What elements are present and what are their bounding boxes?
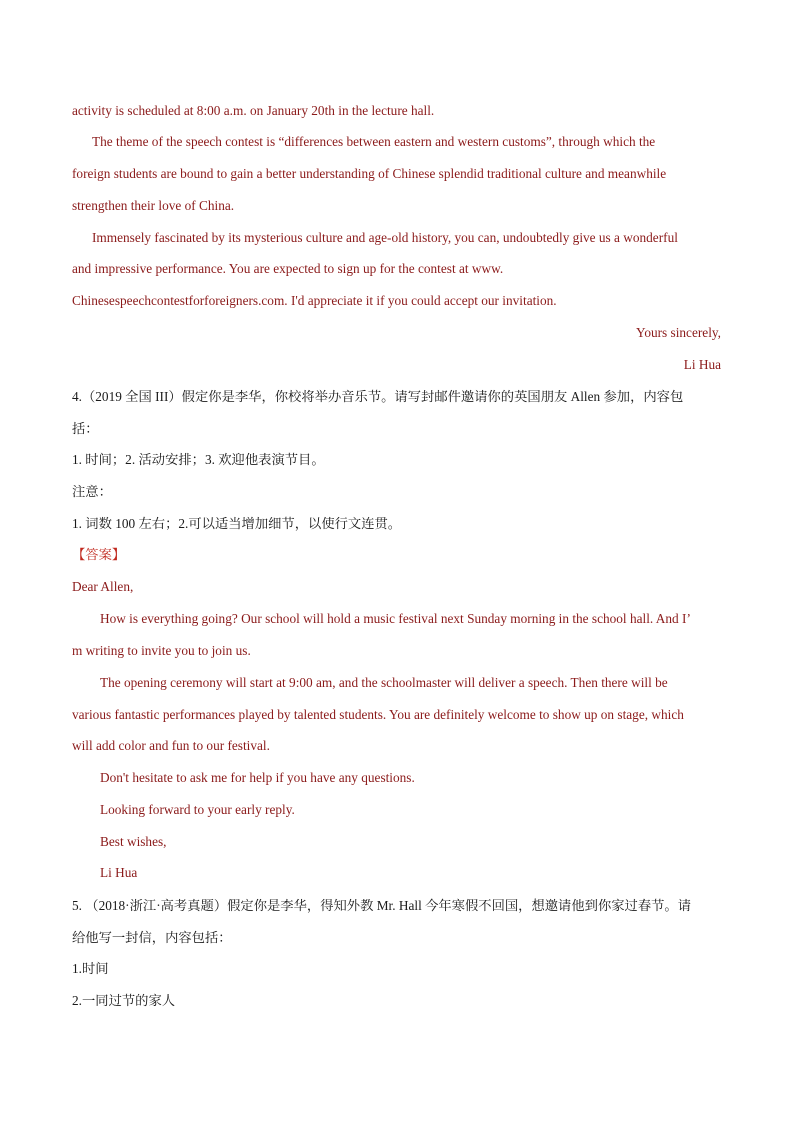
- question-4-note-label: 注意：: [72, 484, 112, 499]
- answer-text-line: Chinesespeechcontestforforeigners.com. I'd appreciate it if you could accept our invitation.: [72, 293, 557, 308]
- answer-text-line: strengthen their love of China.: [72, 198, 235, 213]
- letter-signature: Li Hua: [100, 865, 138, 880]
- question-5-prompt: 5. （2018·浙江·高考真题）假定你是李华，得知外教 Mr. Hall 今年寒假不回国，想邀请他到你家过春节。请: [72, 898, 692, 913]
- letter-closing: Yours sincerely,: [636, 325, 721, 340]
- answer-label: 【答案】: [72, 547, 126, 562]
- answer-text-line: will add color and fun to our festival.: [72, 738, 270, 753]
- question-5-prompt: 给他写一封信，内容包括：: [72, 930, 232, 945]
- answer-text-line: activity is scheduled at 8:00 a.m. on January 20th in the lecture hall.: [72, 103, 435, 118]
- answer-text-line: and impressive performance. You are expected to sign up for the contest at www.: [72, 261, 504, 276]
- question-5-item: 2.一同过节的家人: [72, 993, 176, 1008]
- question-4-requirements: 1. 时间；2. 活动安排；3. 欢迎他表演节目。: [72, 452, 325, 467]
- question-4-prompt: 括：: [72, 421, 99, 436]
- letter-closing: Best wishes,: [100, 834, 167, 849]
- answer-text-line: The opening ceremony will start at 9:00 am, and the schoolmaster will deliver a speech. Then there will be: [100, 675, 668, 690]
- answer-text-line: Immensely fascinated by its mysterious culture and age-old history, you can, undoubtedly give us a wonderful: [92, 230, 678, 245]
- question-5-item: 1.时间: [72, 961, 109, 976]
- answer-text-line: foreign students are bound to gain a better understanding of Chinese splendid traditional culture and meanwhile: [72, 166, 667, 181]
- answer-text-line: m writing to invite you to join us.: [72, 643, 251, 658]
- answer-text-line: How is everything going? Our school will hold a music festival next Sunday morning in the school hall. And I’: [100, 611, 691, 626]
- answer-text-line: Looking forward to your early reply.: [100, 802, 295, 817]
- letter-signature: Li Hua: [683, 357, 721, 372]
- answer-text-line: The theme of the speech contest is “differences between eastern and western customs”, through which the: [92, 134, 656, 149]
- question-4-prompt: 4.（2019 全国 III）假定你是李华，你校将举办音乐节。请写封邮件邀请你的英国朋友 Allen 参加，内容包: [72, 389, 684, 404]
- letter-greeting: Dear Allen,: [72, 579, 134, 594]
- answer-text-line: Don't hesitate to ask me for help if you have any questions.: [100, 770, 415, 785]
- question-4-note: 1. 词数 100 左右；2.可以适当增加细节，以使行文连贯。: [72, 516, 402, 531]
- answer-text-line: various fantastic performances played by talented students. You are definitely welcome to show up on stage, which: [72, 707, 684, 722]
